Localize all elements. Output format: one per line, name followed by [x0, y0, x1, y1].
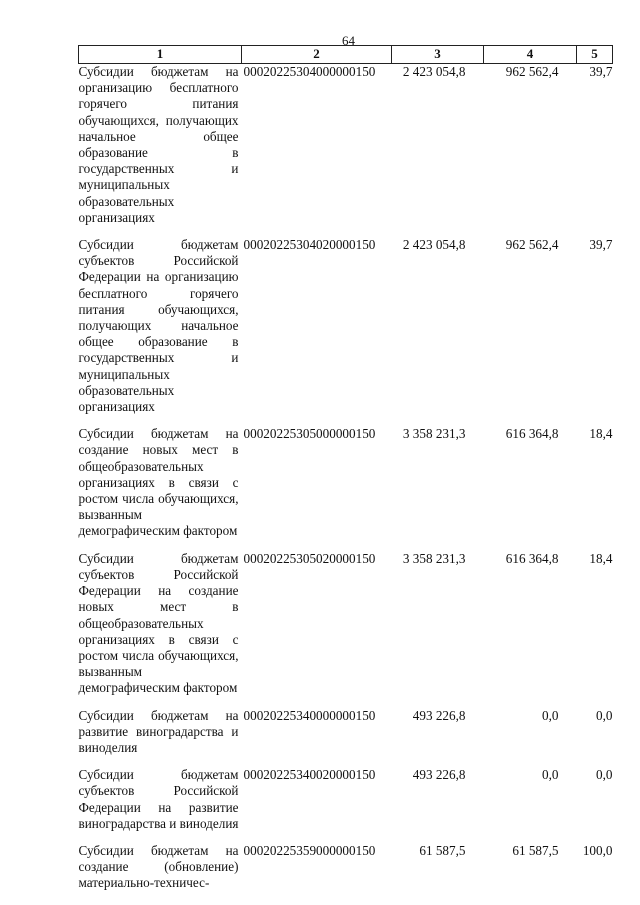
row-name: Субсидии бюджетам субъектов Российской Федерации на создание новых мест в общеобразовательных организациях в связи с ростом числа обучающихся, вызванным демографическим фактором	[78, 550, 239, 696]
row-name: Субсидии бюджетам на развитие виноградарства и виноделия	[78, 707, 239, 755]
row-percent: 39,7	[589, 237, 613, 253]
row-name: Субсидии бюджетам субъектов Российской Федерации на организацию бесплатного горячего питания обучающихся, получающих начальное общее образование в государственных и муниципальных образовательных организациях	[78, 237, 239, 415]
row-percent: 18,4	[589, 426, 613, 442]
row-executed: 0,0	[542, 707, 559, 723]
row-name: Субсидии бюджетам на организацию бесплатного горячего питания обучающихся, получающих начальное общее образование в государственных и муниципальных образовательных организациях	[78, 64, 239, 225]
row-code: 00020225304000000150	[243, 64, 376, 79]
row-planned: 493 226,8	[412, 707, 466, 723]
row-name: Субсидии бюджетам субъектов Российской Федерации на развитие виноградарства и виноделия	[78, 767, 239, 831]
row-executed: 962 562,4	[505, 237, 559, 253]
table-row	[79, 697, 613, 757]
row-executed: 61 587,5	[512, 842, 559, 858]
row-percent: 18,4	[589, 550, 613, 566]
table-row	[79, 540, 613, 697]
table-row	[79, 832, 613, 892]
row-percent: 0,0	[596, 767, 613, 783]
row-planned: 2 423 054,8	[402, 64, 466, 79]
row-code: 00020225305020000150	[243, 550, 376, 566]
header-col-4: 4	[484, 46, 577, 64]
table-body	[79, 64, 613, 892]
row-percent: 39,7	[589, 64, 613, 79]
row-planned: 61 587,5	[419, 842, 466, 858]
table-row	[79, 64, 613, 227]
row-executed: 616 364,8	[505, 426, 559, 442]
row-planned: 3 358 231,3	[402, 550, 466, 566]
header-col-5: 5	[577, 46, 613, 64]
table-row	[79, 756, 613, 832]
row-code: 00020225340020000150	[243, 767, 376, 783]
table-row	[79, 226, 613, 415]
row-planned: 2 423 054,8	[402, 237, 466, 253]
row-code: 00020225304020000150	[243, 237, 376, 253]
row-planned: 3 358 231,3	[402, 426, 466, 442]
row-executed: 962 562,4	[505, 64, 559, 79]
row-planned: 493 226,8	[412, 767, 466, 783]
row-code: 00020225305000000150	[243, 426, 376, 442]
header-col-2: 2	[242, 46, 392, 64]
table-row	[79, 415, 613, 539]
row-executed: 616 364,8	[505, 550, 559, 566]
row-name: Субсидии бюджетам на создание (обновление) материально-техничес-	[78, 842, 239, 891]
row-code: 00020225340000000150	[243, 707, 376, 723]
row-percent: 100,0	[582, 842, 613, 858]
row-percent: 0,0	[596, 707, 613, 723]
header-col-1: 1	[79, 46, 242, 64]
budget-table-container	[78, 45, 612, 892]
row-name: Субсидии бюджетам на создание новых мест в общеобразовательных организациях в связи с ростом числа обучающихся, вызванным демографическим фактором	[78, 426, 239, 539]
page-number-text: 64	[342, 33, 355, 48]
row-code: 00020225359000000150	[243, 842, 376, 858]
header-col-3: 3	[392, 46, 484, 64]
budget-table	[78, 45, 613, 892]
row-executed: 0,0	[542, 767, 559, 783]
table-header	[79, 46, 613, 64]
